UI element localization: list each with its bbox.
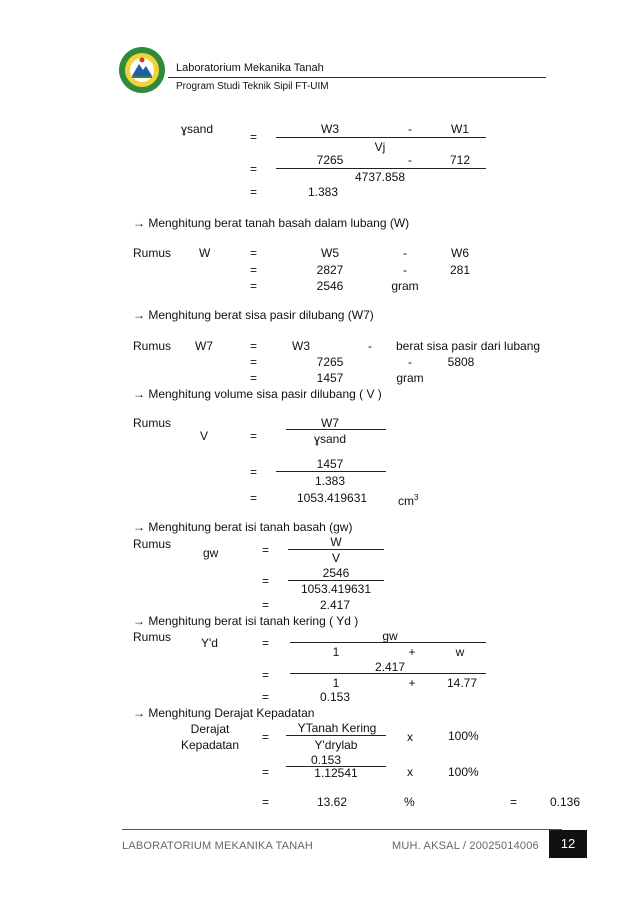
s5-den2: 1053.419631 <box>300 582 372 596</box>
s2-r2-a: 2827 <box>316 263 344 277</box>
s7-den2: 1.12541 <box>314 766 358 780</box>
s5-eq: = <box>262 543 270 557</box>
s6-eq2: = <box>262 668 270 682</box>
header-divider <box>168 77 546 78</box>
s6-fraction-line2 <box>290 673 486 674</box>
s2-r1-a: W5 <box>321 246 339 260</box>
s2-rumus: Rumus <box>133 246 172 260</box>
s7-pct-sign: % <box>404 795 415 809</box>
s7-eq: = <box>262 730 270 744</box>
s5-eq3: = <box>262 598 270 612</box>
s1-712: 712 <box>449 153 471 167</box>
s1-label: ɣsand <box>181 122 214 136</box>
s3-sym: W7 <box>195 339 213 353</box>
s2-r3-a: 2546 <box>316 279 344 293</box>
s7-x: x <box>407 730 413 744</box>
s7-heading: → Menghitung Derajat Kepadatan <box>133 706 315 720</box>
s7-label1: Derajat <box>190 722 230 736</box>
s5-num: W <box>330 535 342 549</box>
s4-unit-base: cm <box>398 494 414 508</box>
s6-dwb: 14.77 <box>446 676 478 690</box>
s3-r2-a: 7265 <box>316 355 344 369</box>
s7-eq4: = <box>510 795 518 809</box>
s5-rumus: Rumus <box>133 537 172 551</box>
s2-heading: → Menghitung berat tanah basah dalam lubang (W) <box>133 216 410 230</box>
s6-eq: = <box>262 636 270 650</box>
s1-den: 4737.858 <box>354 170 406 184</box>
s3-r2-eq: = <box>250 355 258 369</box>
s5-fraction-line2 <box>288 580 384 581</box>
footer-right: MUH. AKSAL / 20025014006 <box>392 840 539 852</box>
s4-eq: = <box>250 429 258 443</box>
s6-dplusb: + <box>408 676 416 690</box>
s3-r3-unit: gram <box>396 371 424 385</box>
s1-minus: - <box>408 122 412 136</box>
s4-sym: V <box>200 429 209 443</box>
page-number: 12 <box>549 830 587 858</box>
s1-eq2: = <box>250 162 258 176</box>
s1-fraction-line <box>276 137 486 138</box>
s1-vj: Vj <box>374 140 386 154</box>
s3-r3-a: 1457 <box>316 371 344 385</box>
s2-r1-eq: = <box>250 246 258 260</box>
s4-result: 1053.419631 <box>297 491 368 505</box>
s4-rumus: Rumus <box>133 416 172 430</box>
s1-result: 1.383 <box>308 185 339 199</box>
s4-heading: → Menghitung volume sisa pasir dilubang ( V ) <box>133 387 382 401</box>
s3-r2-b: 5808 <box>447 355 475 369</box>
s7-pct2: 100% <box>448 765 479 779</box>
header-lab-name: Laboratorium Mekanika Tanah <box>176 62 324 74</box>
s6-num: gw <box>382 629 398 643</box>
s7-num: YTanah Kering <box>297 721 377 735</box>
s5-heading: → Menghitung berat isi tanah basah (gw) <box>133 520 353 534</box>
s5-num2: 2546 <box>322 566 350 580</box>
s2-r1-b: W6 <box>451 246 469 260</box>
s7-pct: 100% <box>448 729 479 743</box>
s6-dplus: + <box>408 645 416 659</box>
footer-divider <box>122 829 562 830</box>
s7-eq3: = <box>262 795 270 809</box>
s7-fraction-line <box>286 735 386 736</box>
s2-r3-unit: gram <box>391 279 419 293</box>
s1-w3: W3 <box>321 122 339 136</box>
s3-r2-op: - <box>408 355 412 369</box>
s6-heading: → Menghitung berat isi tanah kering ( Yd ) <box>133 614 359 628</box>
s5-eq2: = <box>262 574 270 588</box>
footer-left: LABORATORIUM MEKANIKA TANAH <box>122 840 314 852</box>
s6-d1b: 1 <box>332 676 340 690</box>
s4-num: W7 <box>321 416 339 430</box>
header-program: Program Studi Teknik Sipil FT-UIM <box>176 81 329 92</box>
s6-result: 0.153 <box>320 690 351 704</box>
s6-dw: w <box>455 645 465 659</box>
s6-sym: Y'd <box>201 636 218 650</box>
s7-label2: Kepadatan <box>180 738 240 752</box>
s4-unit-sup: 3 <box>414 493 419 502</box>
s3-r1-b: berat sisa pasir dari lubang <box>396 339 541 353</box>
s6-fraction-line <box>290 642 486 643</box>
s4-eq2: = <box>250 465 258 479</box>
s1-w1: W1 <box>451 122 469 136</box>
s4-fraction-line <box>286 429 386 430</box>
s4-fraction-line2 <box>276 471 386 472</box>
s6-rumus: Rumus <box>133 630 172 644</box>
s3-r1-a: W3 <box>292 339 310 353</box>
s2-r2-b: 281 <box>449 263 471 277</box>
s2-r2-op: - <box>403 263 407 277</box>
s4-eq3: = <box>250 491 258 505</box>
s3-r1-op: - <box>368 339 372 353</box>
s2-sym: W <box>199 246 211 260</box>
s4-den: ɣsand <box>313 432 347 446</box>
s7-eq2: = <box>262 765 270 779</box>
s3-rumus: Rumus <box>133 339 172 353</box>
s4-den2: 1.383 <box>314 474 346 488</box>
s1-eq3: = <box>250 185 258 199</box>
s7-result2: 0.136 <box>550 795 581 809</box>
s6-d1: 1 <box>332 645 340 659</box>
s1-7265: 7265 <box>316 153 344 167</box>
s6-eq3: = <box>262 690 270 704</box>
s3-r3-eq: = <box>250 371 258 385</box>
s6-num2: 2.417 <box>374 660 406 674</box>
s3-heading: → Menghitung berat sisa pasir dilubang (W7) <box>133 308 374 322</box>
s1-minus2: - <box>408 153 412 167</box>
s5-fraction-line <box>288 549 384 550</box>
s5-sym: gw <box>203 546 219 560</box>
s5-result: 2.417 <box>320 598 351 612</box>
s7-result: 13.62 <box>317 795 348 809</box>
s7-den: Y'drylab <box>314 738 358 752</box>
s2-r3-eq: = <box>250 279 258 293</box>
s7-x2: x <box>407 765 413 779</box>
s4-num2: 1457 <box>316 457 344 471</box>
s1-fraction-line2 <box>276 168 486 169</box>
s7-num2: 0.153 <box>310 753 342 767</box>
s2-r1-op: - <box>403 246 407 260</box>
s2-r2-eq: = <box>250 263 258 277</box>
s4-unit <box>398 491 418 508</box>
s1-eq: = <box>250 130 258 144</box>
s3-r1-eq: = <box>250 339 258 353</box>
s5-den: V <box>331 551 340 565</box>
university-logo <box>118 46 166 94</box>
